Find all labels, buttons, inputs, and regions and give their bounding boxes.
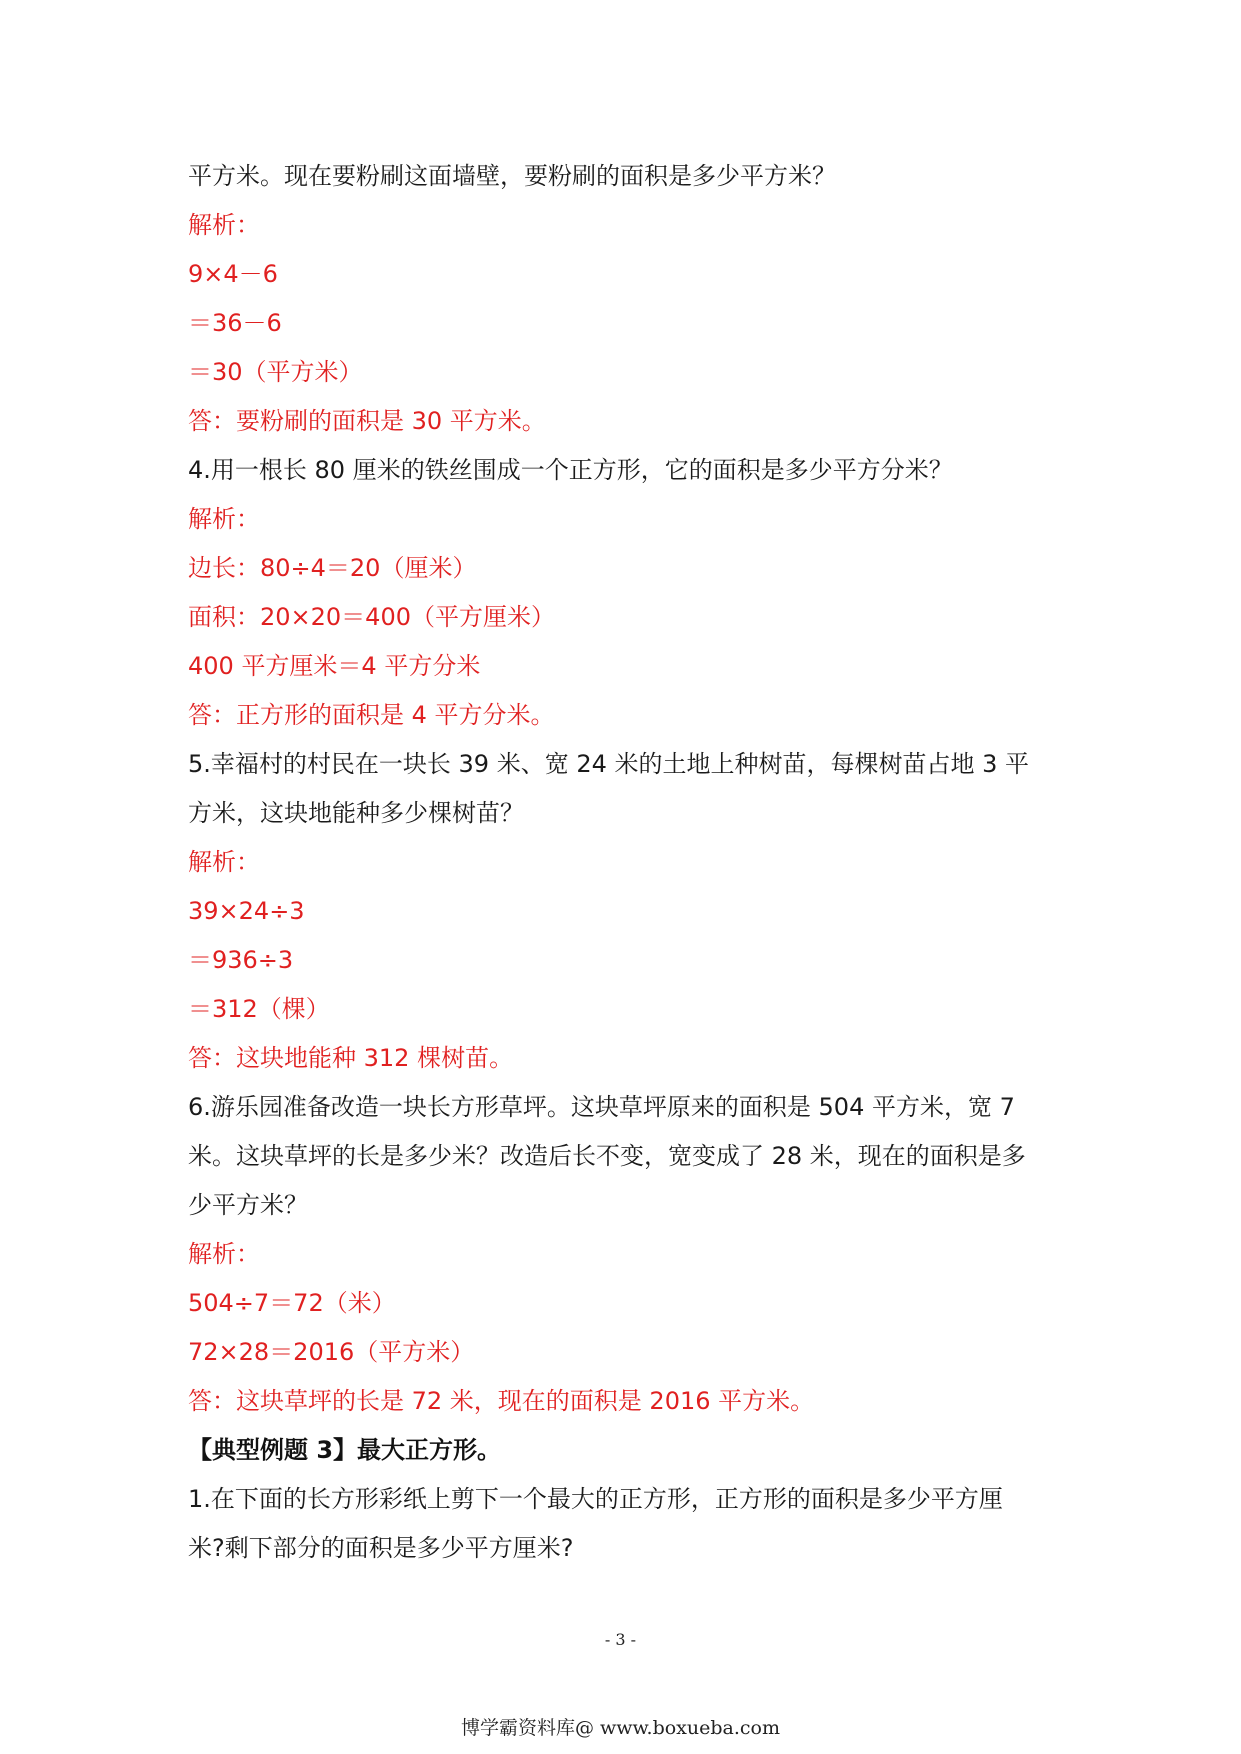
- text-line: 1.在下面的长方形彩纸上剪下一个最大的正方形，正方形的面积是多少平方厘: [188, 1485, 1003, 1513]
- answer-line: 解析：: [188, 211, 260, 239]
- answer-line: 答：这块地能种 312 棵树苗。: [188, 1044, 514, 1072]
- page-number: - 3 -: [604, 1630, 637, 1649]
- footer-watermark: 博学霸资料库@ www.boxueba.com: [460, 1717, 781, 1739]
- answer-line: 9×4－6: [188, 260, 278, 288]
- text-line: 5.幸福村的村民在一块长 39 米、宽 24 米的土地上种树苗，每棵树苗占地 3 平: [188, 750, 1030, 778]
- answer-line: 答：这块草坪的长是 72 米，现在的面积是 2016 平方米。: [188, 1387, 815, 1415]
- answer-line: 72×28＝2016（平方米）: [188, 1338, 475, 1366]
- answer-line: 解析：: [188, 505, 260, 533]
- page-content: [188, 152, 1058, 1573]
- answer-line: ＝30（平方米）: [188, 358, 363, 386]
- answer-line: ＝36－6: [188, 309, 282, 337]
- text-line: 6.游乐园准备改造一块长方形草坪。这块草坪原来的面积是 504 平方米，宽 7: [188, 1093, 1015, 1121]
- answer-line: 解析：: [188, 848, 260, 876]
- answer-line: 400 平方厘米＝4 平方分米: [188, 652, 481, 680]
- text-line: 少平方米？: [188, 1191, 308, 1219]
- text-line: 米?剩下部分的面积是多少平方厘米?: [188, 1534, 574, 1562]
- answer-line: 边长：80÷4＝20（厘米）: [188, 554, 477, 582]
- text-line: 方米，这块地能种多少棵树苗？: [188, 799, 524, 827]
- answer-line: 答：正方形的面积是 4 平方分米。: [188, 701, 555, 729]
- text-line: 米。这块草坪的长是多少米？改造后长不变，宽变成了 28 米，现在的面积是多: [188, 1142, 1026, 1170]
- answer-line: 504÷7＝72（米）: [188, 1289, 396, 1317]
- section-heading: 【典型例题 3】最大正方形。: [188, 1436, 502, 1464]
- text-line: 平方米。现在要粉刷这面墙壁，要粉刷的面积是多少平方米？: [188, 162, 836, 190]
- answer-line: ＝312（棵）: [188, 995, 330, 1023]
- answer-line: 面积：20×20＝400（平方厘米）: [188, 603, 555, 631]
- answer-line: ＝936÷3: [188, 946, 294, 974]
- answer-line: 解析：: [188, 1240, 260, 1268]
- answer-line: 39×24÷3: [188, 897, 305, 925]
- answer-line: 答：要粉刷的面积是 30 平方米。: [188, 407, 546, 435]
- text-line: 4.用一根长 80 厘米的铁丝围成一个正方形，它的面积是多少平方分米？: [188, 456, 953, 484]
